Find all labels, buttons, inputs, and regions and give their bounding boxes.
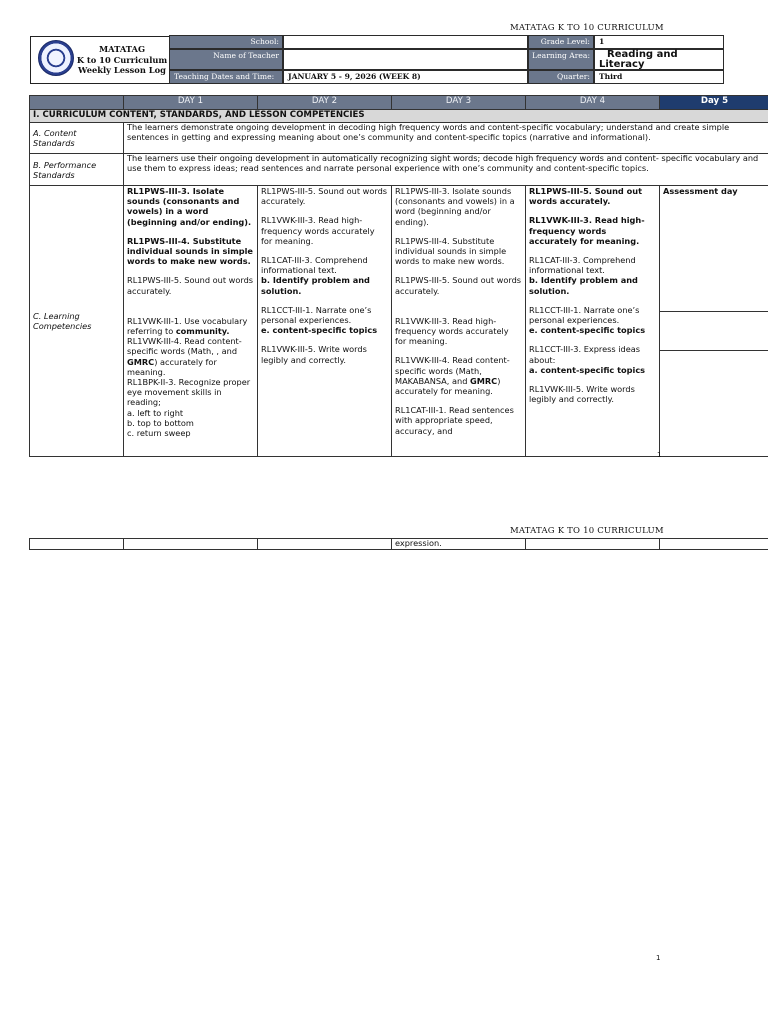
day4-competency-6: RL1VWK-III-5. Write words legibly and correctly. [529, 384, 635, 405]
day4-competency-4b: e. content-specific topics [529, 325, 646, 336]
grade-value[interactable]: 1 [594, 35, 724, 49]
area-value-line-1: Reading and [607, 49, 678, 60]
day2-competency-4b: e. content-specific topics [261, 325, 378, 336]
content-standards-text: The learners demonstrate ongoing development in decoding high frequency words and content-specific vocabulary; understand and create simple sentences in getting and expressing meaning about one’s community and content-specific topics (narrative and informational). [124, 123, 768, 154]
content-standards-label: A. Content Standards [30, 123, 124, 154]
day3-competency-5-bold: GMRC [470, 375, 498, 386]
section-row [30, 110, 768, 123]
day-1-cell [124, 186, 258, 457]
day-header-row [30, 96, 768, 110]
log-title [76, 44, 168, 76]
cont-cell-day3: expression. [392, 539, 526, 550]
log-title-line-1: MATATAG [98, 44, 146, 54]
day3-competency-6: RL1CAT-III-1. Read sentences with appropriate speed, accuracy, and [395, 405, 514, 436]
content-standards-row [30, 123, 768, 154]
day1-competency-5-bold: GMRC [127, 356, 155, 367]
day2-competency-2: RL1VWK-III-3. Read high-frequency words accurately for meaning. [261, 215, 375, 246]
dates-label: Teaching Dates and Time: [169, 70, 283, 84]
stray-mark: 1 [657, 451, 662, 459]
day-3-cell [392, 186, 526, 457]
corner-cell [30, 96, 124, 110]
day1-item-c: c. return sweep [127, 428, 191, 439]
day-4-header: DAY 4 [526, 96, 660, 110]
cont-cell-day5 [660, 539, 768, 550]
lesson-log-table [29, 95, 768, 457]
day4-competency-3: RL1CAT-III-3. Comprehend informational text. [529, 255, 636, 276]
day-2-cell [258, 186, 392, 457]
day1-competency-5-tail: ) accurately for meaning. [127, 356, 217, 377]
day1-competency-2: RL1PWS-III-4. Substitute individual sounds in simple words to make new words. [127, 235, 253, 267]
teacher-label: Name of Teacher [169, 49, 283, 70]
cont-cell-day1 [124, 539, 258, 550]
dates-value[interactable]: JANUARY 5 - 9, 2026 (WEEK 8) [283, 70, 528, 84]
day2-competency-3b: b. Identify problem and solution. [261, 275, 370, 296]
school-label: School: [169, 35, 283, 49]
day3-competency-3: RL1PWS-III-5. Sound out words accurately. [395, 275, 522, 296]
continuation-row [30, 539, 768, 550]
day1-competency-5 [127, 336, 254, 377]
day4-competency-5: RL1CCT-III-3. Express ideas about: [529, 344, 641, 365]
continuation-table [29, 538, 768, 550]
day4-competency-2: RL1VWK-III-3. Read high-frequency words accurately for meaning. [529, 215, 645, 246]
day1-competency-3: RL1PWS-III-5. Sound out words accurately. [127, 275, 254, 296]
area-label: Learning Area: [528, 49, 594, 70]
area-value-line-2: Literacy [599, 59, 645, 70]
performance-standards-row [30, 154, 768, 186]
section-title: I. CURRICULUM CONTENT, STANDARDS, AND LESSON COMPETENCIES [30, 110, 768, 123]
day4-competency-4: RL1CCT-III-1. Narrate one’s personal experiences. [529, 304, 640, 326]
day2-competency-3: RL1CAT-III-3. Comprehend informational text. [261, 255, 368, 276]
performance-standards-text: The learners use their ongoing development in automatically recognizing sight words; decode high frequency words and content- specific vocabulary and use them to express ideas; read sentences and narrate personal experience with one’s community and content-specific topics. [124, 154, 768, 186]
running-title: MATATAG K TO 10 CURRICULUM [510, 23, 664, 33]
day2-competency-1: RL1PWS-III-5. Sound out words accurately. [261, 186, 388, 207]
day5-top [660, 186, 768, 312]
school-value[interactable] [283, 35, 528, 49]
day-3-header: DAY 3 [392, 96, 526, 110]
cont-cell-day4 [526, 539, 660, 550]
performance-standards-label: B. Performance Standards [30, 154, 124, 186]
day1-competency-6: RL1BPK-II-3. Recognize proper eye movement skills in reading; [127, 377, 251, 408]
day3-competency-5-text: RL1VWK-III-4. Read content- specific words (Math, MAKABANSA, and [395, 355, 510, 386]
day2-competency-4: RL1CCT-III-1. Narrate one’s personal experiences. [261, 304, 372, 326]
day1-item-a: a. left to right [127, 407, 184, 418]
day3-competency-2: RL1PWS-III-4. Substitute individual sounds in simple words to make new words. [395, 235, 507, 267]
day3-competency-5 [395, 355, 522, 396]
day-2-header: DAY 2 [258, 96, 392, 110]
quarter-label: Quarter: [528, 70, 594, 84]
learning-competencies-label: C. Learning Competencies [30, 186, 124, 457]
teacher-value[interactable] [283, 49, 528, 70]
day5-middle [660, 312, 768, 351]
grade-label: Grade Level: [528, 35, 594, 49]
day2-competency-5: RL1VWK-III-5. Write words legibly and correctly. [261, 344, 367, 365]
day4-competency-3b: b. Identify problem and solution. [529, 275, 638, 296]
day-1-header: DAY 1 [124, 96, 258, 110]
day-5-cell [660, 186, 768, 457]
day1-competency-4 [127, 316, 254, 336]
day-5-header: Day 5 [660, 96, 768, 110]
learning-competencies-row [30, 186, 768, 457]
day1-competency-4-text: RL1VWK-III-1. Use vocabulary referring to [127, 315, 248, 337]
day4-competency-1: RL1PWS-III-5. Sound out words accurately. [529, 186, 642, 207]
day3-competency-1: RL1PWS-III-3. Isolate sounds (consonants and vowels) in a word (beginning and/or ending). [395, 186, 515, 227]
day4-competency-5b: a. content-specific topics [529, 364, 646, 375]
day-4-cell [526, 186, 660, 457]
cont-cell-day2 [258, 539, 392, 550]
deped-seal-icon [38, 40, 74, 76]
log-title-line-3: Weekly Lesson Log [78, 65, 166, 75]
day3-competency-5-tail: ) accurately for meaning. [395, 375, 501, 397]
day1-competency-5-text: RL1VWK-III-4. Read content- specific words (Math, , and [127, 336, 242, 357]
area-value[interactable] [594, 49, 724, 70]
running-title-page-2: MATATAG K TO 10 CURRICULUM [510, 526, 664, 536]
day1-competency-4-bold: community. [175, 326, 230, 337]
quarter-value[interactable]: Third [594, 70, 724, 84]
day1-item-b: b. top to bottom [127, 417, 194, 428]
day3-competency-4: RL1VWK-III-3. Read high-frequency words accurately for meaning. [395, 315, 509, 347]
day1-competency-1: RL1PWS-III-3. Isolate sounds (consonants and vowels) in a word (beginning and/or ending). [127, 186, 252, 227]
log-title-line-2: K to 10 Curriculum [76, 54, 168, 65]
cont-cell-label [30, 539, 124, 550]
day5-assessment: Assessment day [663, 186, 738, 196]
page-number: 1 [656, 954, 661, 962]
